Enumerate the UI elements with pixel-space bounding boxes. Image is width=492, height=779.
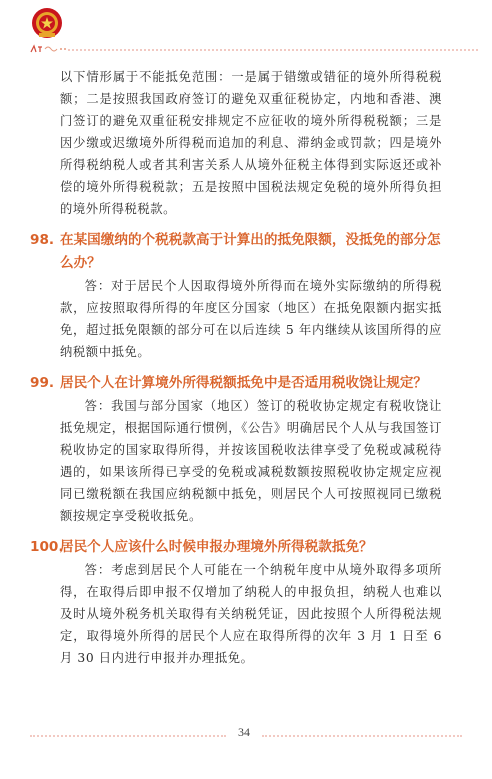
footer-divider-left (30, 735, 226, 739)
header-divider (68, 49, 478, 53)
answer-100: 答：考虑到居民个人可能在一个纳税年度中从境外取得多项所得，在取得后即申报不仅增加了纳税人的申报负担，纳税人也难以及时从境外税务机关取得有关纳税凭证，因此按照个人所得税法规定，取得境外所得的居民个人应在取得所得的次年 3 月 1 日至 6 月 30 日内进行申报并办理抵免。 (60, 563, 442, 665)
question-number: 100. (30, 539, 64, 555)
footer-divider-right (262, 735, 462, 739)
intro-paragraph: 以下情形属于不能抵免范围：一是属于错缴或错征的境外所得税税额；二是按照我国政府签订的避免双重征税协定，内地和香港、澳门签订的避免双重征税安排规定不应征收的境外所得税税额；三是因少缴或迟缴境外所得税而追加的利息、滞纳金或罚款；四是境外所得税纳税人或者其利害关系人从境外征税主体得到实际返还或补偿的境外所得税税款；五是按照中国税法规定免税的境外所得负担的境外所得税税款。 (60, 70, 442, 216)
page-content (30, 66, 442, 669)
tax-bureau-logo-icon (30, 44, 70, 54)
page-header (0, 0, 492, 64)
question-title: 居民个人在计算境外所得税额抵免中是否适用税收饶让规定？ (60, 375, 428, 391)
page-number: 34 (238, 725, 250, 739)
national-emblem-icon (30, 6, 64, 40)
question-100 (30, 536, 442, 559)
question-98 (30, 229, 442, 275)
question-number: 99. (30, 375, 55, 391)
question-number: 98. (30, 232, 55, 248)
question-title: 在某国缴纳的个税税款高于计算出的抵免限额，没抵免的部分怎么办？ (60, 232, 441, 271)
answer-99: 答：我国与部分国家（地区）签订的税收协定规定有税收饶让抵免规定，根据国际通行惯例，《公告》明确居民个人从与我国签订税收协定的国家取得所得，并按该国税收法律享受了免税或减税待遇的，如果该所得已享受的免税或减税数额按照税收协定规定应视同已缴税额在我国应纳税额中抵免，则居民个人可按照视同已缴税额按规定享受税收抵免。 (60, 399, 442, 523)
question-title: 居民个人应该什么时候申报办理境外所得税款抵免？ (60, 539, 373, 555)
answer-98: 答：对于居民个人因取得境外所得而在境外实际缴纳的所得税款，应按照取得所得的年度区分国家（地区）在抵免限额内据实抵免，超过抵免限额的部分可在以后连续 5 年内继续从该国所得的应纳税额中抵免。 (60, 279, 442, 359)
question-99 (30, 372, 442, 395)
